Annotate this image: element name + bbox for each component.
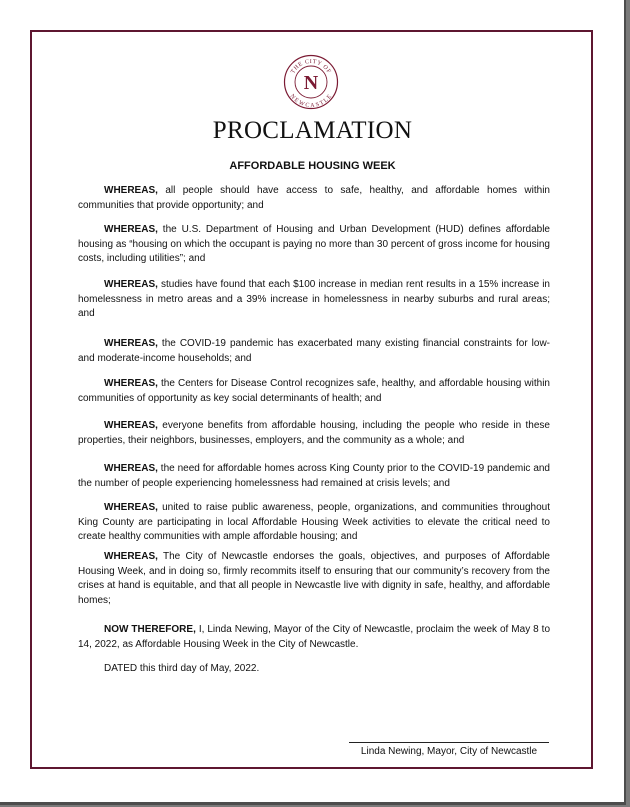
paragraph — [78, 501, 550, 545]
paragraph-text: the need for affordable homes across King County prior to the COVID-19 pandemic and the number of people experiencing homelessness had remained at crisis levels; and — [78, 463, 550, 489]
paragraph — [78, 337, 550, 366]
paragraph — [78, 184, 550, 213]
paragraph-text: DATED this third day of May, 2022. — [104, 663, 260, 674]
paragraph-lead: WHEREAS, — [104, 551, 158, 562]
paragraph-text: all people should have access to safe, healthy, and affordable homes within communities that provide opportunity; and — [78, 185, 550, 211]
city-seal-logo — [283, 54, 339, 110]
paragraph-lead: WHEREAS, — [104, 420, 158, 431]
paragraph-text: I, Linda Newing, Mayor of the City of Newcastle, proclaim the week of May 8 to 14, 2022, as Affordable Housing Week in the City of Newcastle. — [78, 624, 551, 650]
paragraph-text: The City of Newcastle endorses the goals, objectives, and purposes of Affordable Housing Week, and in doing so, firmly recommits itself to ensuring that our community’s recovery from the crises at hand is equitable, and that all people in Newcastle live with dignity in safe, healthy, and affordable homes; — [78, 551, 550, 606]
signature-name: Linda Newing, Mayor, City of Newcastle — [360, 746, 538, 757]
page-title: PROCLAMATION — [212, 117, 413, 144]
paragraph-text: everyone benefits from affordable housing, including the people who reside in these properties, their neighbors, businesses, employers, and the community as a whole; and — [78, 420, 550, 446]
paragraph — [78, 623, 550, 652]
paragraph-lead: NOW THEREFORE, — [104, 624, 196, 635]
paragraph-text: the U.S. Department of Housing and Urban Development (HUD) defines affordable housing as “housing on which the occupant is paying no more than 30 percent of gross income for housing costs, including utilities”; and — [78, 224, 550, 264]
paragraph-lead: WHEREAS, — [104, 378, 158, 389]
signature-line — [349, 742, 549, 743]
paragraph — [78, 419, 550, 448]
paragraph — [78, 550, 550, 608]
paragraph — [78, 462, 550, 491]
paragraph-lead: WHEREAS, — [104, 279, 158, 290]
paragraph — [78, 223, 550, 267]
page-subtitle: AFFORDABLE HOUSING WEEK — [229, 160, 396, 172]
paragraph — [78, 278, 550, 322]
seal-ring-text-top: THE CITY OF — [290, 58, 332, 75]
paragraph-lead: WHEREAS, — [104, 185, 158, 196]
paragraph-text: united to raise public awareness, people, organizations, and communities throughout King County are participating in local Affordable Housing Week activities to elevate the critical need to create healthy communities with ample affordable housing; and — [78, 502, 550, 542]
svg-text:NEWCASTLE — [289, 93, 334, 109]
paragraph — [78, 377, 550, 406]
dated-line — [78, 662, 550, 677]
seal-center-letter: N — [303, 72, 319, 94]
paragraph-lead: WHEREAS, — [104, 224, 158, 235]
paragraph-text: the COVID-19 pandemic has exacerbated many existing financial constraints for low- and moderate-income households; and — [78, 338, 550, 364]
seal-ring-text-bottom: NEWCASTLE — [288, 93, 334, 110]
paragraph-lead: WHEREAS, — [104, 463, 158, 474]
paragraph-text: studies have found that each $100 increase in median rent results in a 15% increase in homelessness in metro areas and a 39% increase in homelessness in nearby suburbs and rural areas; and — [78, 279, 550, 319]
paragraph-text: the Centers for Disease Control recognizes safe, healthy, and affordable housing within communities of opportunity as key social determinants of health; and — [78, 378, 550, 404]
paragraph-lead: WHEREAS, — [104, 338, 158, 349]
paragraph-lead: WHEREAS, — [104, 502, 158, 513]
